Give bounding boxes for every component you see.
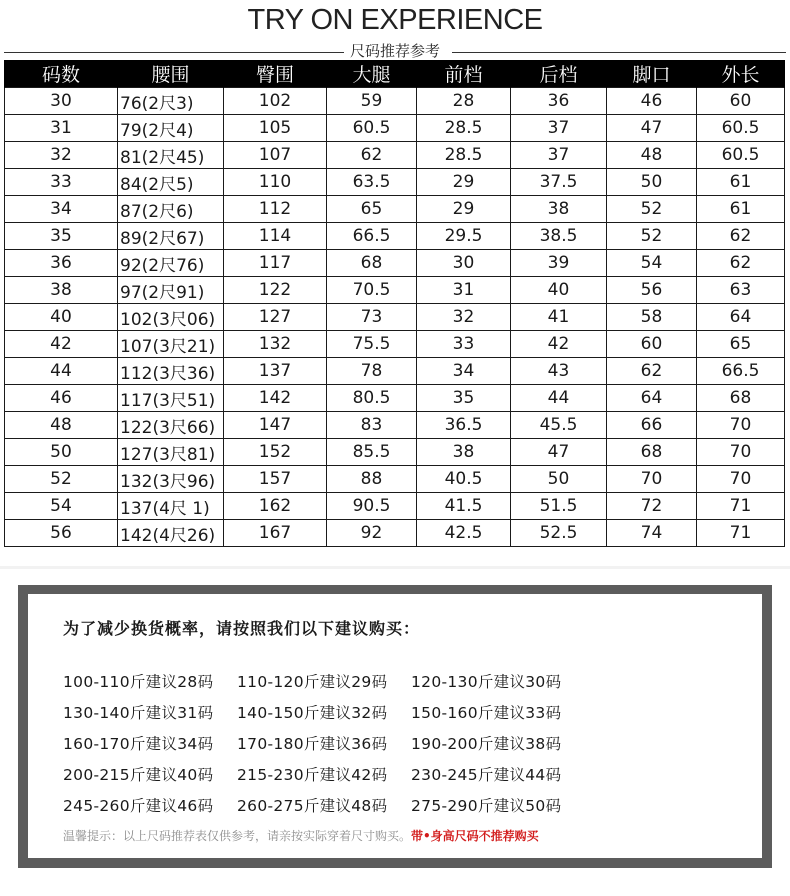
recommendation-grid	[63, 673, 585, 816]
recommendation-item: 200-215斤建议40码	[63, 766, 214, 784]
table-cell: 28.5	[417, 115, 511, 142]
column-header: 大腿	[327, 60, 417, 88]
table-cell: 41.5	[417, 493, 511, 520]
recommendation-item: 190-200斤建议38码	[411, 735, 562, 753]
table-cell: 70.5	[327, 277, 417, 304]
table-cell: 66.5	[327, 223, 417, 250]
recommendation-item: 150-160斤建议33码	[411, 704, 562, 722]
recommendation-panel	[18, 585, 772, 868]
table-cell: 62	[607, 358, 697, 385]
recommendation-item: 160-170斤建议34码	[63, 735, 214, 753]
table-cell: 81(2尺45)	[118, 142, 224, 169]
table-cell: 36	[511, 88, 607, 115]
table-cell: 33	[5, 169, 118, 196]
table-cell: 29	[417, 196, 511, 223]
table-row	[5, 331, 785, 358]
table-cell: 92	[327, 520, 417, 547]
column-header: 后档	[511, 60, 607, 88]
recommendation-item: 230-245斤建议44码	[411, 766, 562, 784]
table-cell: 31	[5, 115, 118, 142]
table-cell: 33	[417, 331, 511, 358]
recommendation-heading: 为了减少换货概率，请按照我们以下建议购买：	[63, 619, 421, 638]
table-cell: 44	[5, 358, 118, 385]
table-cell: 62	[327, 142, 417, 169]
table-row	[5, 277, 785, 304]
table-cell: 32	[5, 142, 118, 169]
column-header: 外长	[697, 60, 785, 88]
table-cell: 30	[417, 250, 511, 277]
table-cell: 87(2尺6)	[118, 196, 224, 223]
table-cell: 80.5	[327, 385, 417, 412]
table-cell: 127	[224, 304, 327, 331]
table-cell: 70	[697, 412, 785, 439]
table-cell: 50	[607, 169, 697, 196]
table-cell: 71	[697, 493, 785, 520]
footnote	[63, 827, 539, 844]
table-cell: 152	[224, 439, 327, 466]
table-cell: 75.5	[327, 331, 417, 358]
table-cell: 68	[607, 439, 697, 466]
table-cell: 132(3尺96)	[118, 466, 224, 493]
table-cell: 62	[697, 223, 785, 250]
table-cell: 46	[5, 385, 118, 412]
table-cell: 58	[607, 304, 697, 331]
table-row	[5, 520, 785, 547]
table-cell: 127(3尺81)	[118, 439, 224, 466]
table-cell: 52	[607, 223, 697, 250]
table-cell: 114	[224, 223, 327, 250]
table-row	[5, 304, 785, 331]
table-cell: 30	[5, 88, 118, 115]
table-cell: 40	[5, 304, 118, 331]
table-cell: 42	[511, 331, 607, 358]
table-cell: 54	[5, 493, 118, 520]
table-cell: 35	[5, 223, 118, 250]
recommendation-item: 140-150斤建议32码	[237, 704, 388, 722]
table-cell: 70	[697, 466, 785, 493]
table-cell: 92(2尺76)	[118, 250, 224, 277]
table-cell: 110	[224, 169, 327, 196]
table-cell: 76(2尺3)	[118, 88, 224, 115]
table-cell: 47	[607, 115, 697, 142]
table-cell: 66	[607, 412, 697, 439]
table-cell: 122(3尺66)	[118, 412, 224, 439]
table-cell: 107(3尺21)	[118, 331, 224, 358]
table-cell: 89(2尺67)	[118, 223, 224, 250]
table-cell: 50	[5, 439, 118, 466]
column-header: 脚口	[607, 60, 697, 88]
table-row	[5, 385, 785, 412]
table-cell: 32	[417, 304, 511, 331]
table-cell: 31	[417, 277, 511, 304]
table-row	[5, 169, 785, 196]
table-cell: 48	[607, 142, 697, 169]
table-cell: 65	[697, 331, 785, 358]
subtitle: 尺码推荐参考	[0, 40, 790, 61]
table-cell: 29	[417, 169, 511, 196]
table-cell: 62	[697, 250, 785, 277]
recommendation-item: 215-230斤建议42码	[237, 766, 388, 784]
table-cell: 90.5	[327, 493, 417, 520]
table-cell: 122	[224, 277, 327, 304]
table-cell: 56	[5, 520, 118, 547]
table-row	[5, 142, 785, 169]
section-divider	[0, 566, 790, 569]
table-cell: 40	[511, 277, 607, 304]
table-cell: 112	[224, 196, 327, 223]
table-cell: 59	[327, 88, 417, 115]
table-cell: 78	[327, 358, 417, 385]
table-cell: 64	[607, 385, 697, 412]
table-cell: 117	[224, 250, 327, 277]
table-row	[5, 250, 785, 277]
table-cell: 36.5	[417, 412, 511, 439]
table-cell: 47	[511, 439, 607, 466]
table-cell: 74	[607, 520, 697, 547]
table-cell: 70	[607, 466, 697, 493]
table-cell: 70	[697, 439, 785, 466]
table-cell: 38	[417, 439, 511, 466]
table-row	[5, 466, 785, 493]
recommendation-panel-inner	[28, 594, 762, 858]
table-cell: 42.5	[417, 520, 511, 547]
table-cell: 66.5	[697, 358, 785, 385]
table-cell: 107	[224, 142, 327, 169]
table-cell: 68	[697, 385, 785, 412]
table-cell: 105	[224, 115, 327, 142]
table-cell: 137	[224, 358, 327, 385]
table-cell: 73	[327, 304, 417, 331]
table-cell: 84(2尺5)	[118, 169, 224, 196]
table-row	[5, 115, 785, 142]
table-row	[5, 88, 785, 115]
table-cell: 38.5	[511, 223, 607, 250]
table-cell: 46	[607, 88, 697, 115]
table-cell: 60.5	[697, 142, 785, 169]
table-cell: 85.5	[327, 439, 417, 466]
column-header: 臀围	[224, 60, 327, 88]
table-cell: 102	[224, 88, 327, 115]
recommendation-item: 100-110斤建议28码	[63, 673, 214, 691]
table-cell: 112(3尺36)	[118, 358, 224, 385]
table-cell: 64	[697, 304, 785, 331]
table-cell: 37	[511, 142, 607, 169]
recommendation-item: 170-180斤建议36码	[237, 735, 388, 753]
table-cell: 157	[224, 466, 327, 493]
table-cell: 51.5	[511, 493, 607, 520]
table-header-row	[5, 60, 785, 88]
recommendation-item: 275-290斤建议50码	[411, 797, 562, 815]
table-cell: 60	[607, 331, 697, 358]
table-cell: 52.5	[511, 520, 607, 547]
table-cell: 142	[224, 385, 327, 412]
table-cell: 60	[697, 88, 785, 115]
recommendation-item: 130-140斤建议31码	[63, 704, 214, 722]
table-row	[5, 358, 785, 385]
table-cell: 37.5	[511, 169, 607, 196]
table-cell: 63.5	[327, 169, 417, 196]
table-cell: 61	[697, 196, 785, 223]
table-cell: 41	[511, 304, 607, 331]
table-cell: 28	[417, 88, 511, 115]
table-cell: 60.5	[327, 115, 417, 142]
table-body	[5, 88, 785, 547]
table-cell: 167	[224, 520, 327, 547]
table-cell: 40.5	[417, 466, 511, 493]
table-cell: 43	[511, 358, 607, 385]
table-cell: 37	[511, 115, 607, 142]
table-row	[5, 493, 785, 520]
table-row	[5, 412, 785, 439]
table-cell: 52	[607, 196, 697, 223]
table-cell: 44	[511, 385, 607, 412]
table-cell: 83	[327, 412, 417, 439]
recommendation-item: 245-260斤建议46码	[63, 797, 214, 815]
table-row	[5, 196, 785, 223]
table-cell: 36	[5, 250, 118, 277]
table-cell: 68	[327, 250, 417, 277]
table-cell: 147	[224, 412, 327, 439]
table-cell: 79(2尺4)	[118, 115, 224, 142]
recommendation-item: 120-130斤建议30码	[411, 673, 562, 691]
table-cell: 50	[511, 466, 607, 493]
table-cell: 39	[511, 250, 607, 277]
table-cell: 42	[5, 331, 118, 358]
table-cell: 34	[417, 358, 511, 385]
size-chart-table	[4, 60, 785, 547]
table-cell: 28.5	[417, 142, 511, 169]
table-cell: 56	[607, 277, 697, 304]
table-cell: 142(4尺26)	[118, 520, 224, 547]
table-cell: 88	[327, 466, 417, 493]
column-header: 前档	[417, 60, 511, 88]
table-cell: 34	[5, 196, 118, 223]
table-cell: 63	[697, 277, 785, 304]
table-cell: 71	[697, 520, 785, 547]
footnote-warning: 带•身高尺码不推荐购买	[411, 829, 539, 843]
table-row	[5, 223, 785, 250]
table-cell: 35	[417, 385, 511, 412]
table-cell: 60.5	[697, 115, 785, 142]
table-cell: 162	[224, 493, 327, 520]
table-cell: 102(3尺06)	[118, 304, 224, 331]
table-cell: 48	[5, 412, 118, 439]
table-cell: 137(4尺 1)	[118, 493, 224, 520]
table-cell: 72	[607, 493, 697, 520]
table-cell: 45.5	[511, 412, 607, 439]
table-cell: 38	[511, 196, 607, 223]
table-cell: 54	[607, 250, 697, 277]
table-cell: 61	[697, 169, 785, 196]
column-header: 腰围	[118, 60, 224, 88]
table-cell: 97(2尺91)	[118, 277, 224, 304]
table-cell: 52	[5, 466, 118, 493]
recommendation-item: 260-275斤建议48码	[237, 797, 388, 815]
table-row	[5, 439, 785, 466]
table-cell: 132	[224, 331, 327, 358]
table-cell: 65	[327, 196, 417, 223]
footnote-text: 温馨提示：以上尺码推荐表仅供参考，请亲按实际穿着尺寸购买。	[63, 829, 412, 843]
table-cell: 117(3尺51)	[118, 385, 224, 412]
table-cell: 29.5	[417, 223, 511, 250]
recommendation-item: 110-120斤建议29码	[237, 673, 388, 691]
column-header: 码数	[5, 60, 118, 88]
table-cell: 38	[5, 277, 118, 304]
page-title: TRY ON EXPERIENCE	[247, 4, 543, 36]
